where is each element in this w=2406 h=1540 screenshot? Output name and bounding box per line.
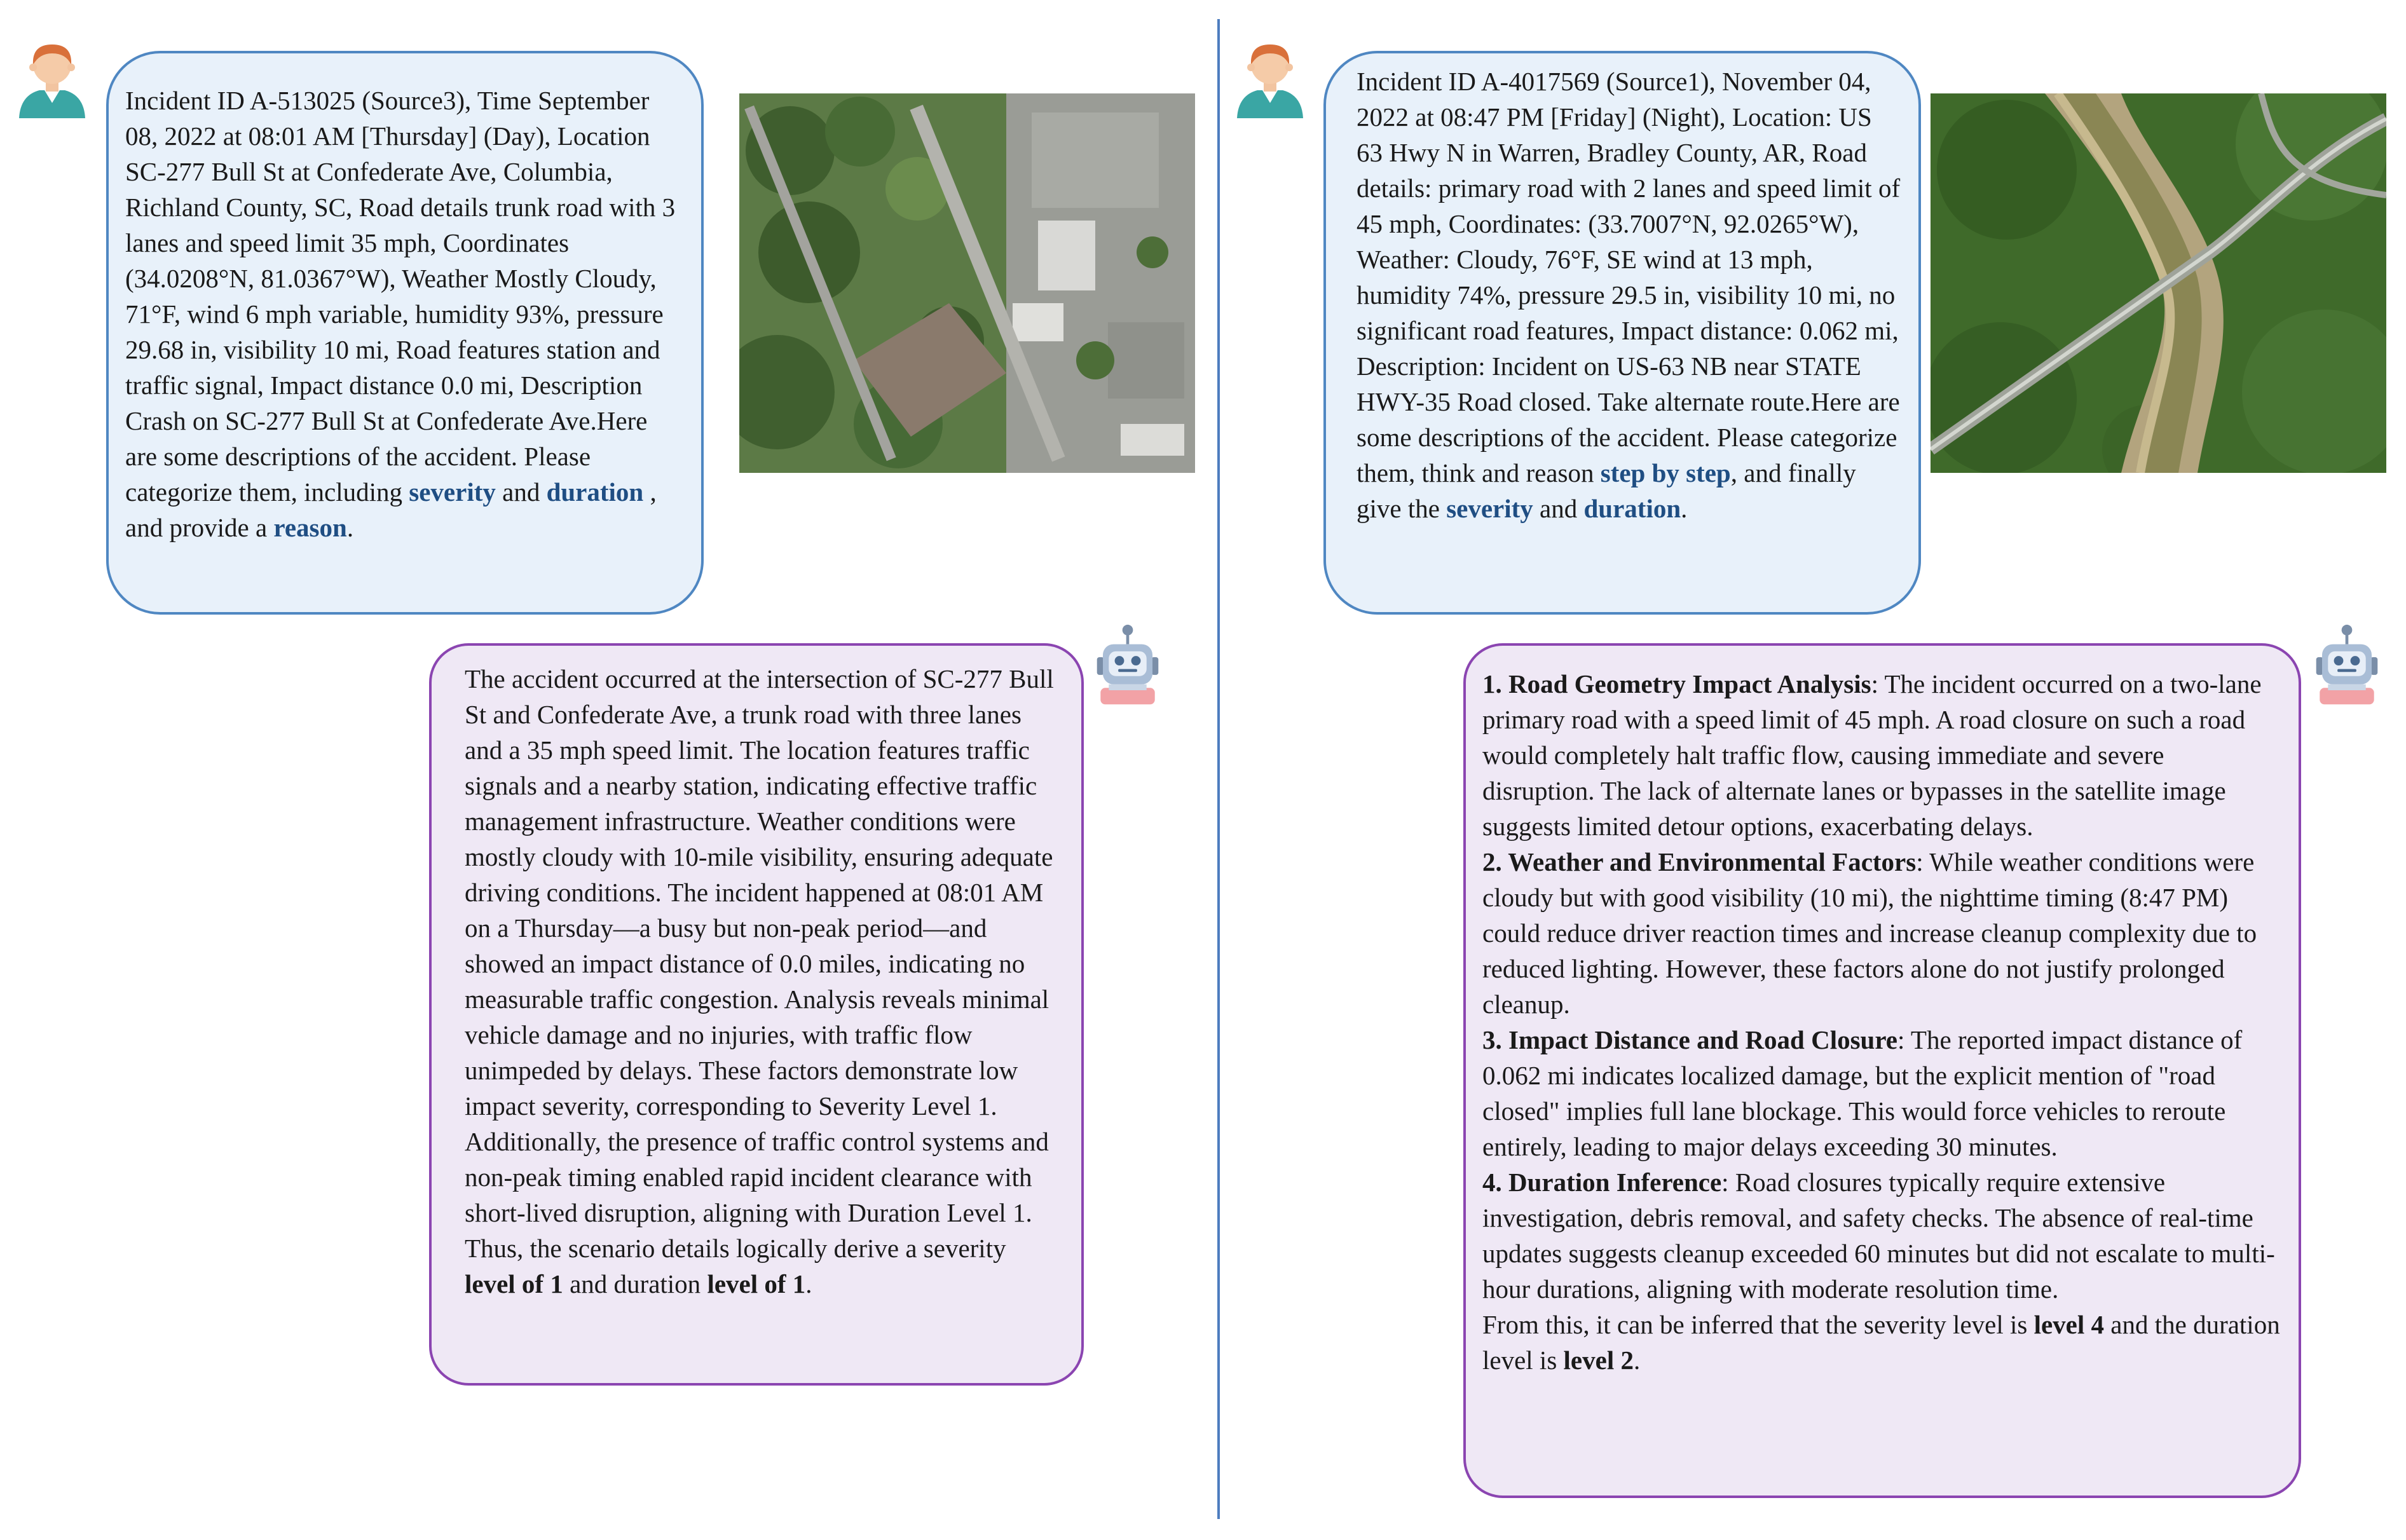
right-bot-response-bubble xyxy=(1463,643,2301,1498)
section-title: 4. Duration Inference xyxy=(1482,1168,1722,1197)
analysis-section-4: 4. Duration Inference: Road closures typically require extensive investigation, debris removal, and safety checks. The absence of real-time updates suggests cleanup exceeded 60 minutes but did not escalate to multi-hour durations, aligning with moderate resolution time. xyxy=(1482,1168,2275,1304)
left-bot-response-text: The accident occurred at the intersection of SC-277 Bull St and Confederate Ave, a trunk road with three lanes and a 35 mph speed limit. The location features traffic signals and a nearby station, indicating effective traffic management infrastructure. Weather conditions were mostly cloudy with 10-mile visibility, ensuring adequate driving conditions. The incident happened at 08:01 AM on a Thursday—a busy but non-peak period—and showed an impact distance of 0.0 miles, indicating no measurable traffic congestion. Analysis reveals minimal vehicle damage and no injuries, with traffic flow unimpeded by delays. These factors demonstrate low impact severity, corresponding to Severity Level 1. Additionally, the presence of traffic control systems and non-peak timing enabled rapid incident clearance with short-lived disruption, aligning with Duration Level 1. Thus, the scenario details logically derive a severity level of 1 and duration level of 1. xyxy=(465,664,1054,1298)
severity-level-answer: level 4 xyxy=(2033,1310,2105,1339)
left-user-prompt-bubble xyxy=(106,51,704,615)
duration-level-answer: level of 1 xyxy=(707,1269,806,1298)
keyword-severity: severity xyxy=(1446,494,1533,523)
keyword-severity: severity xyxy=(409,477,496,507)
user-avatar-icon xyxy=(1232,37,1308,119)
section-title: 1. Road Geometry Impact Analysis xyxy=(1482,669,1871,698)
keyword-duration: duration xyxy=(1583,494,1681,523)
analysis-section-2: 2. Weather and Environmental Factors: While weather conditions were cloudy but with good visibility (10 mi), the nighttime timing (8:47 PM) could reduce driver reaction times and increase cleanup complexity due to reduced lighting. However, these factors alone do not justify prolonged cleanup. xyxy=(1482,847,2257,1019)
duration-level-answer: level 2 xyxy=(1563,1346,1634,1375)
analysis-conclusion: From this, it can be inferred that the severity level is level 4 and the duration level is level 2. xyxy=(1482,1310,2280,1375)
analysis-section-1: 1. Road Geometry Impact Analysis: The incident occurred on a two-lane primary road with a speed limit of 45 mph. A road closure on such a road would completely halt traffic flow, causing immediate and severe disruption. The lack of alternate lanes or bypasses in the satellite image suggests limited detour options, exacerbating delays. xyxy=(1482,669,2262,841)
severity-level-answer: level of 1 xyxy=(465,1269,563,1298)
keyword-reason: reason xyxy=(273,513,347,542)
analysis-section-3: 3. Impact Distance and Road Closure: The reported impact distance of 0.062 mi indicates localized damage, but the explicit mention of "road closed" implies full lane blockage. This would force vehicles to reroute entirely, leading to major delays exceeding 30 minutes. xyxy=(1482,1025,2243,1161)
panel-divider xyxy=(1217,19,1220,1519)
section-title: 2. Weather and Environmental Factors xyxy=(1482,847,1917,876)
robot-icon xyxy=(1092,624,1163,707)
robot-icon xyxy=(2311,624,2382,707)
section-title: 3. Impact Distance and Road Closure xyxy=(1482,1025,1897,1054)
user-avatar-icon xyxy=(14,37,90,119)
keyword-duration: duration xyxy=(546,477,644,507)
right-user-prompt-text: Incident ID A-4017569 (Source1), November 04, 2022 at 08:47 PM [Friday] (Night), Location: US 63 Hwy N in Warren, Bradley County, AR, Road details: primary road with 2 lanes and speed limit of 45 mph, Coordinates: (33.7007°N, 92.0265°W), Weather: Cloudy, 76°F, SE wind at 13 mph, humidity 74%, pressure 29.5 in, visibility 10 mi, no significant road features, Impact distance: 0.062 mi, Description: Incident on US-63 NB near STATE HWY-35 Road closed. Take alternate route.Here are some descriptions of the accident. Please categorize them, think and reason step by step, and finally give the severity and duration. xyxy=(1357,67,1901,523)
left-user-prompt-text: Incident ID A-513025 (Source3), Time September 08, 2022 at 08:01 AM [Thursday] (Day), Location SC-277 Bull St at Confederate Ave, Columbia, Richland County, SC, Road details trunk road with 3 lanes and speed limit 35 mph, Coordinates (34.0208°N, 81.0367°W), Weather Mostly Cloudy, 71°F, wind 6 mph variable, humidity 93%, pressure 29.68 in, visibility 10 mi, Road features station and traffic signal, Impact distance 0.0 mi, Description Crash on SC-277 Bull St at Confederate Ave.Here are some descriptions of the accident. Please categorize them, including severity and duration , and provide a reason. xyxy=(125,86,676,542)
right-user-prompt-bubble xyxy=(1323,51,1921,615)
left-bot-response-bubble xyxy=(429,643,1084,1386)
satellite-image-right xyxy=(1931,93,2386,473)
keyword-step-by-step: step by step xyxy=(1600,458,1731,487)
satellite-image-left xyxy=(739,93,1195,473)
